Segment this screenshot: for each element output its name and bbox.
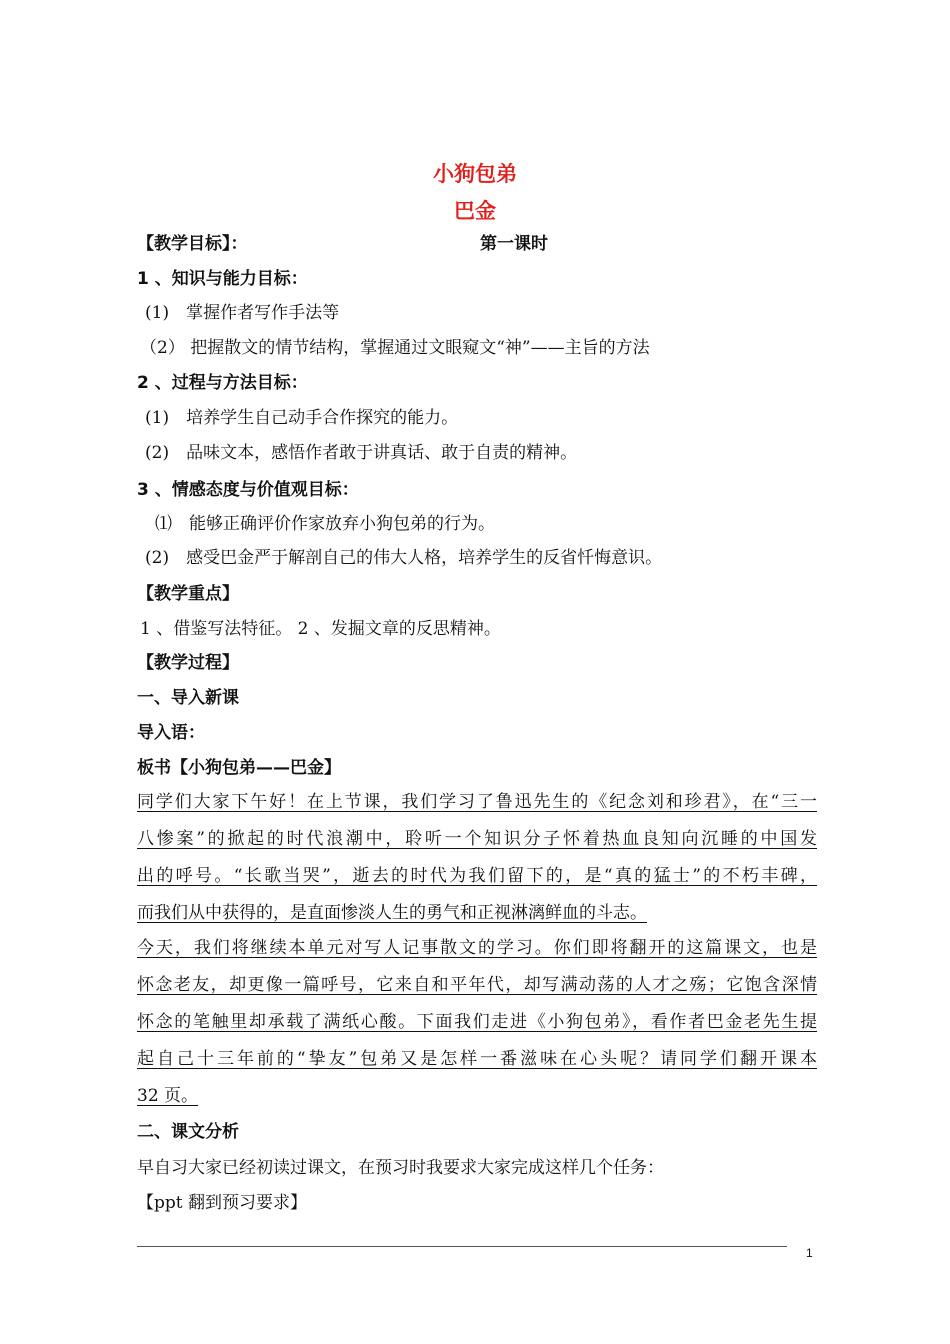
process-main-heading: 【教学过程】 <box>137 653 239 673</box>
emotion-item-1: ⑴ 能够正确评价作家放弃小狗包弟的行为。 <box>155 514 495 534</box>
para2-line-4: 起自己十三年前的“挚友”包弟又是怎样一番滋味在心头呢？请同学们翻开课本 <box>137 1049 817 1069</box>
knowledge-item-1: (1) 掌握作者写作手法等 <box>145 303 340 323</box>
footer-divider <box>137 1246 787 1247</box>
para2-line-5: 32 页。 <box>137 1086 199 1106</box>
goals-heading: 【教学目标】： <box>137 234 248 254</box>
page-number: 1 <box>806 1246 813 1260</box>
emotion-heading: 3 、情感态度与价值观目标： <box>137 480 359 500</box>
focus-text: 1 、借鉴写法特征。 2 、发掘文章的反思精神。 <box>140 619 501 639</box>
knowledge-heading: 1 、知识与能力目标： <box>137 269 308 289</box>
focus-heading: 【教学重点】 <box>137 584 239 604</box>
para2-line-3: 怀念的笔触里却承载了满纸心酸。下面我们走进《小狗包弟》，看作者巴金老先生提 <box>137 1012 817 1032</box>
ppt-note: 【ppt 翻到预习要求】 <box>137 1193 307 1213</box>
emotion-item-2: (2) 感受巴金严于解剖自己的伟大人格，培养学生的反省忏悔意识。 <box>145 548 663 568</box>
document-title: 小狗包弟 <box>433 162 517 186</box>
process-item-1: (1) 培养学生自己动手合作探究的能力。 <box>145 408 459 428</box>
knowledge-item-2: （2） 把握散文的情节结构，掌握通过文眼窥文“神”——主旨的方法 <box>140 338 650 358</box>
para1-line-3: 出的呼号。“长歌当哭”，逝去的时代为我们留下的，是“真的猛士”的不朽丰碑， <box>137 866 817 886</box>
document-author: 巴金 <box>454 199 496 223</box>
para1-line-1: 同学们大家下午好！在上节课，我们学习了鲁迅先生的《纪念刘和珍君》，在“三一 <box>137 792 817 812</box>
lesson-label: 第一课时 <box>480 234 548 254</box>
board-writing: 板书【小狗包弟——巴金】 <box>137 758 341 778</box>
intro-label: 导入语： <box>137 723 205 743</box>
para2-line-1: 今天，我们将继续本单元对写人记事散文的学习。你们即将翻开的这篇课文，也是 <box>137 938 817 958</box>
process-item-2: (2) 品味文本，感悟作者敢于讲真话、敢于自责的精神。 <box>145 443 578 463</box>
para1-line-2: 八惨案”的掀起的时代浪潮中，聆听一个知识分子怀着热血良知向沉睡的中国发 <box>137 829 817 849</box>
para1-line-4: 而我们从中获得的，是直面惨淡人生的勇气和正视淋漓鲜血的斗志。 <box>137 903 647 923</box>
para3: 早自习大家已经初读过课文，在预习时我要求大家完成这样几个任务： <box>137 1158 664 1178</box>
process-heading: 2 、过程与方法目标： <box>137 373 308 393</box>
section-1-heading: 一、导入新课 <box>137 688 239 708</box>
para2-line-2: 怀念老友，却更像一篇呼号，它来自和平年代，却写满动荡的人才之殇；它饱含深情 <box>137 975 817 995</box>
section-2-heading: 二、课文分析 <box>137 1122 239 1142</box>
